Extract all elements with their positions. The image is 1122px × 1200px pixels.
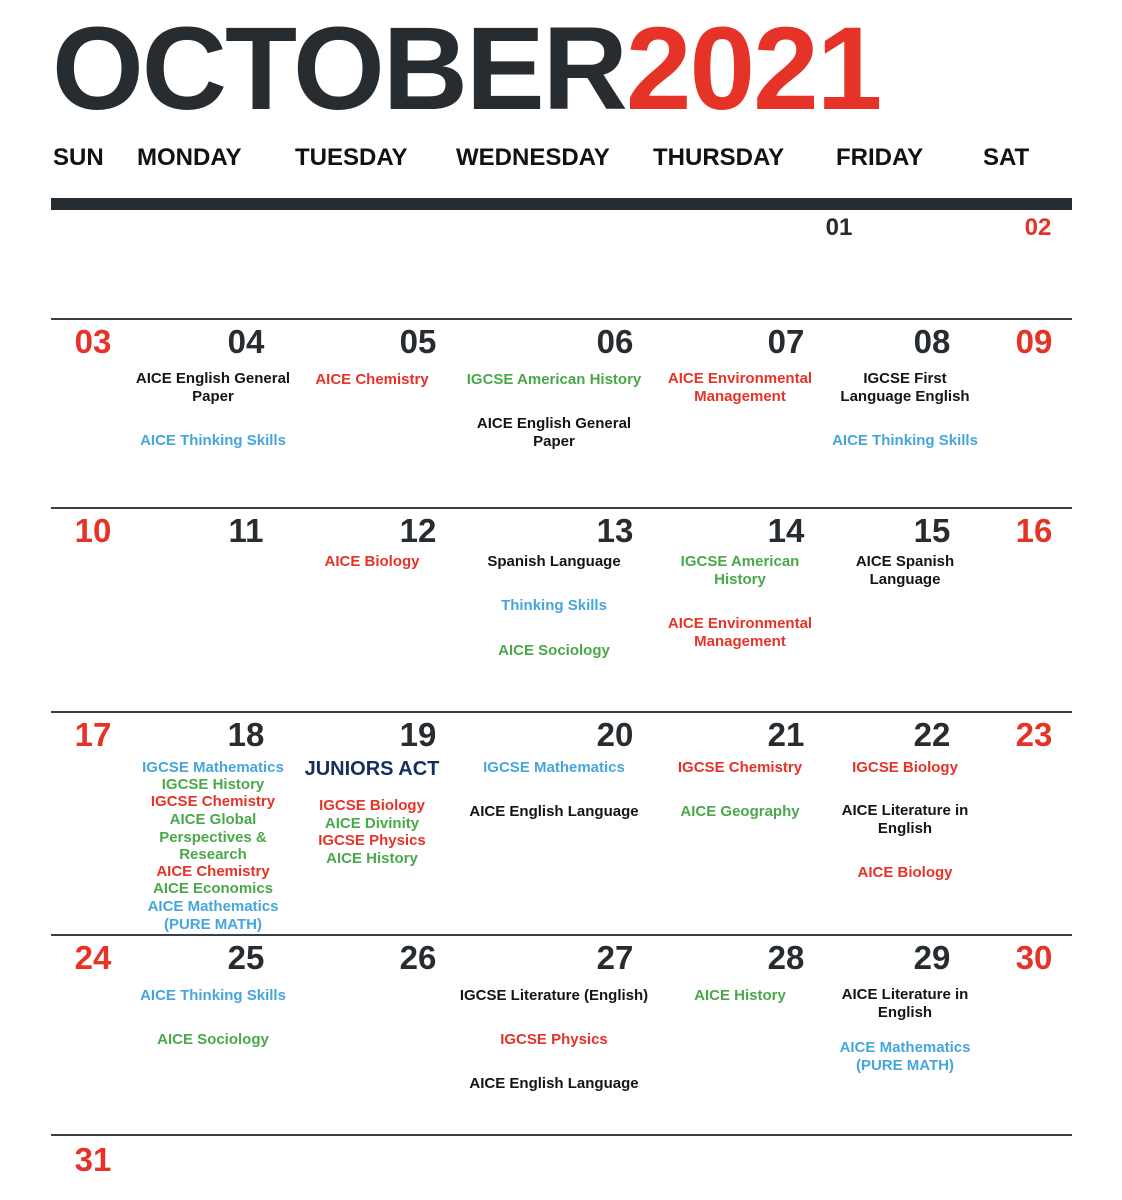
day-number: 29 xyxy=(913,939,951,976)
exam-entry: Thinking Skills xyxy=(501,597,607,614)
week-divider xyxy=(51,934,1072,936)
week-divider xyxy=(51,1134,1072,1136)
exam-entry: AICE Divinity xyxy=(324,815,420,832)
day-number: 19 xyxy=(399,716,437,753)
exam-entry: AICE Chemistry xyxy=(156,863,270,880)
exam-entry: AICE Sociology xyxy=(157,1031,269,1048)
day-number: 03 xyxy=(74,323,112,360)
day-number: 05 xyxy=(399,323,437,360)
exam-entry: IGCSE Chemistry xyxy=(677,759,803,776)
day-number: 18 xyxy=(227,716,265,753)
day-number: 07 xyxy=(767,323,805,360)
exam-entry: AICE Sociology xyxy=(498,642,610,659)
day-number: 02 xyxy=(1024,214,1052,241)
day-number: 27 xyxy=(596,939,634,976)
weekday-tuesday: TUESDAY xyxy=(295,144,408,171)
week-divider xyxy=(51,318,1072,320)
exam-entry: AICE Literature in English xyxy=(841,802,969,837)
exam-entry: AICE History xyxy=(694,987,786,1004)
title-month: OCTOBER xyxy=(52,3,626,135)
exam-entry: IGCSE Biology xyxy=(319,797,425,814)
day-number: 12 xyxy=(399,512,437,549)
day-number: 04 xyxy=(227,323,265,360)
exam-entry: AICE Thinking Skills xyxy=(140,987,286,1004)
exam-entry: AICE Environmental Management xyxy=(667,615,813,650)
exam-entry: AICE Geography xyxy=(680,803,800,820)
exam-entry: AICE Environmental Management xyxy=(667,370,813,405)
exam-entry-highlight: JUNIORS ACT xyxy=(304,758,440,780)
exam-entry: IGCSE Physics xyxy=(500,1031,608,1048)
exam-entry: IGCSE Literature (English) xyxy=(459,987,649,1004)
day-number: 06 xyxy=(596,323,634,360)
exam-entry: AICE English Language xyxy=(469,1075,639,1092)
week-divider xyxy=(51,711,1072,713)
exam-entry: AICE English General Paper xyxy=(476,415,632,450)
day-number: 21 xyxy=(767,716,805,753)
exam-entry: AICE English General Paper xyxy=(135,370,291,405)
exam-entry: IGCSE First Language English xyxy=(840,370,970,405)
exam-entry: AICE Literature in English xyxy=(841,986,969,1021)
header-divider xyxy=(51,198,1072,210)
day-number: 13 xyxy=(596,512,634,549)
exam-entry: AICE Biology xyxy=(324,553,420,570)
day-number: 10 xyxy=(74,512,112,549)
exam-entry: AICE English Language xyxy=(469,803,639,820)
day-number: 14 xyxy=(767,512,805,549)
day-number: 31 xyxy=(74,1141,112,1178)
exam-entry: AICE Thinking Skills xyxy=(140,432,286,449)
day-number: 20 xyxy=(596,716,634,753)
weekday-friday: FRIDAY xyxy=(836,144,924,171)
exam-entry: IGCSE Mathematics xyxy=(142,759,284,776)
exam-entry: AICE Spanish Language xyxy=(855,553,955,588)
day-number: 17 xyxy=(74,716,112,753)
exam-entry: AICE Mathematics (PURE MATH) xyxy=(147,898,279,933)
exam-entry: AICE Economics xyxy=(152,880,274,897)
day-number: 24 xyxy=(74,939,112,976)
exam-entry: AICE History xyxy=(326,850,418,867)
exam-entry: AICE Chemistry xyxy=(315,371,429,388)
weekday-thursday: THURSDAY xyxy=(653,144,785,171)
exam-entry: IGCSE Mathematics xyxy=(483,759,625,776)
exam-entry: AICE Thinking Skills xyxy=(832,432,978,449)
exam-entry: IGCSE American History xyxy=(680,553,800,588)
day-number: 23 xyxy=(1015,716,1053,753)
day-number: 08 xyxy=(913,323,951,360)
exam-entry: IGCSE Physics xyxy=(318,832,426,849)
day-number: 11 xyxy=(228,512,264,549)
weekday-monday: MONDAY xyxy=(137,144,242,171)
day-number: 28 xyxy=(767,939,805,976)
day-number: 09 xyxy=(1015,323,1053,360)
weekday-sat: SAT xyxy=(983,144,1030,171)
day-number: 15 xyxy=(913,512,951,549)
day-number: 30 xyxy=(1015,939,1053,976)
weekday-sun: SUN xyxy=(53,144,104,171)
exam-entry: IGCSE Chemistry xyxy=(150,793,276,810)
week-divider xyxy=(51,507,1072,509)
day-number: 22 xyxy=(913,716,951,753)
exam-entry: Spanish Language xyxy=(487,553,621,570)
day-number: 25 xyxy=(227,939,265,976)
day-number: 16 xyxy=(1015,512,1053,549)
exam-entry: AICE Biology xyxy=(857,864,953,881)
exam-entry: IGCSE History xyxy=(161,776,265,793)
exam-entry: IGCSE Biology xyxy=(852,759,958,776)
title-year: 2021 xyxy=(625,3,881,135)
exam-entry: AICE Mathematics (PURE MATH) xyxy=(839,1039,971,1074)
day-number: 26 xyxy=(399,939,437,976)
calendar-title xyxy=(52,3,881,135)
exam-entry: AICE Global Perspectives & Research xyxy=(159,811,267,863)
day-number: 01 xyxy=(825,214,853,241)
exam-entry: IGCSE American History xyxy=(466,371,642,388)
weekday-wednesday: WEDNESDAY xyxy=(456,144,610,171)
